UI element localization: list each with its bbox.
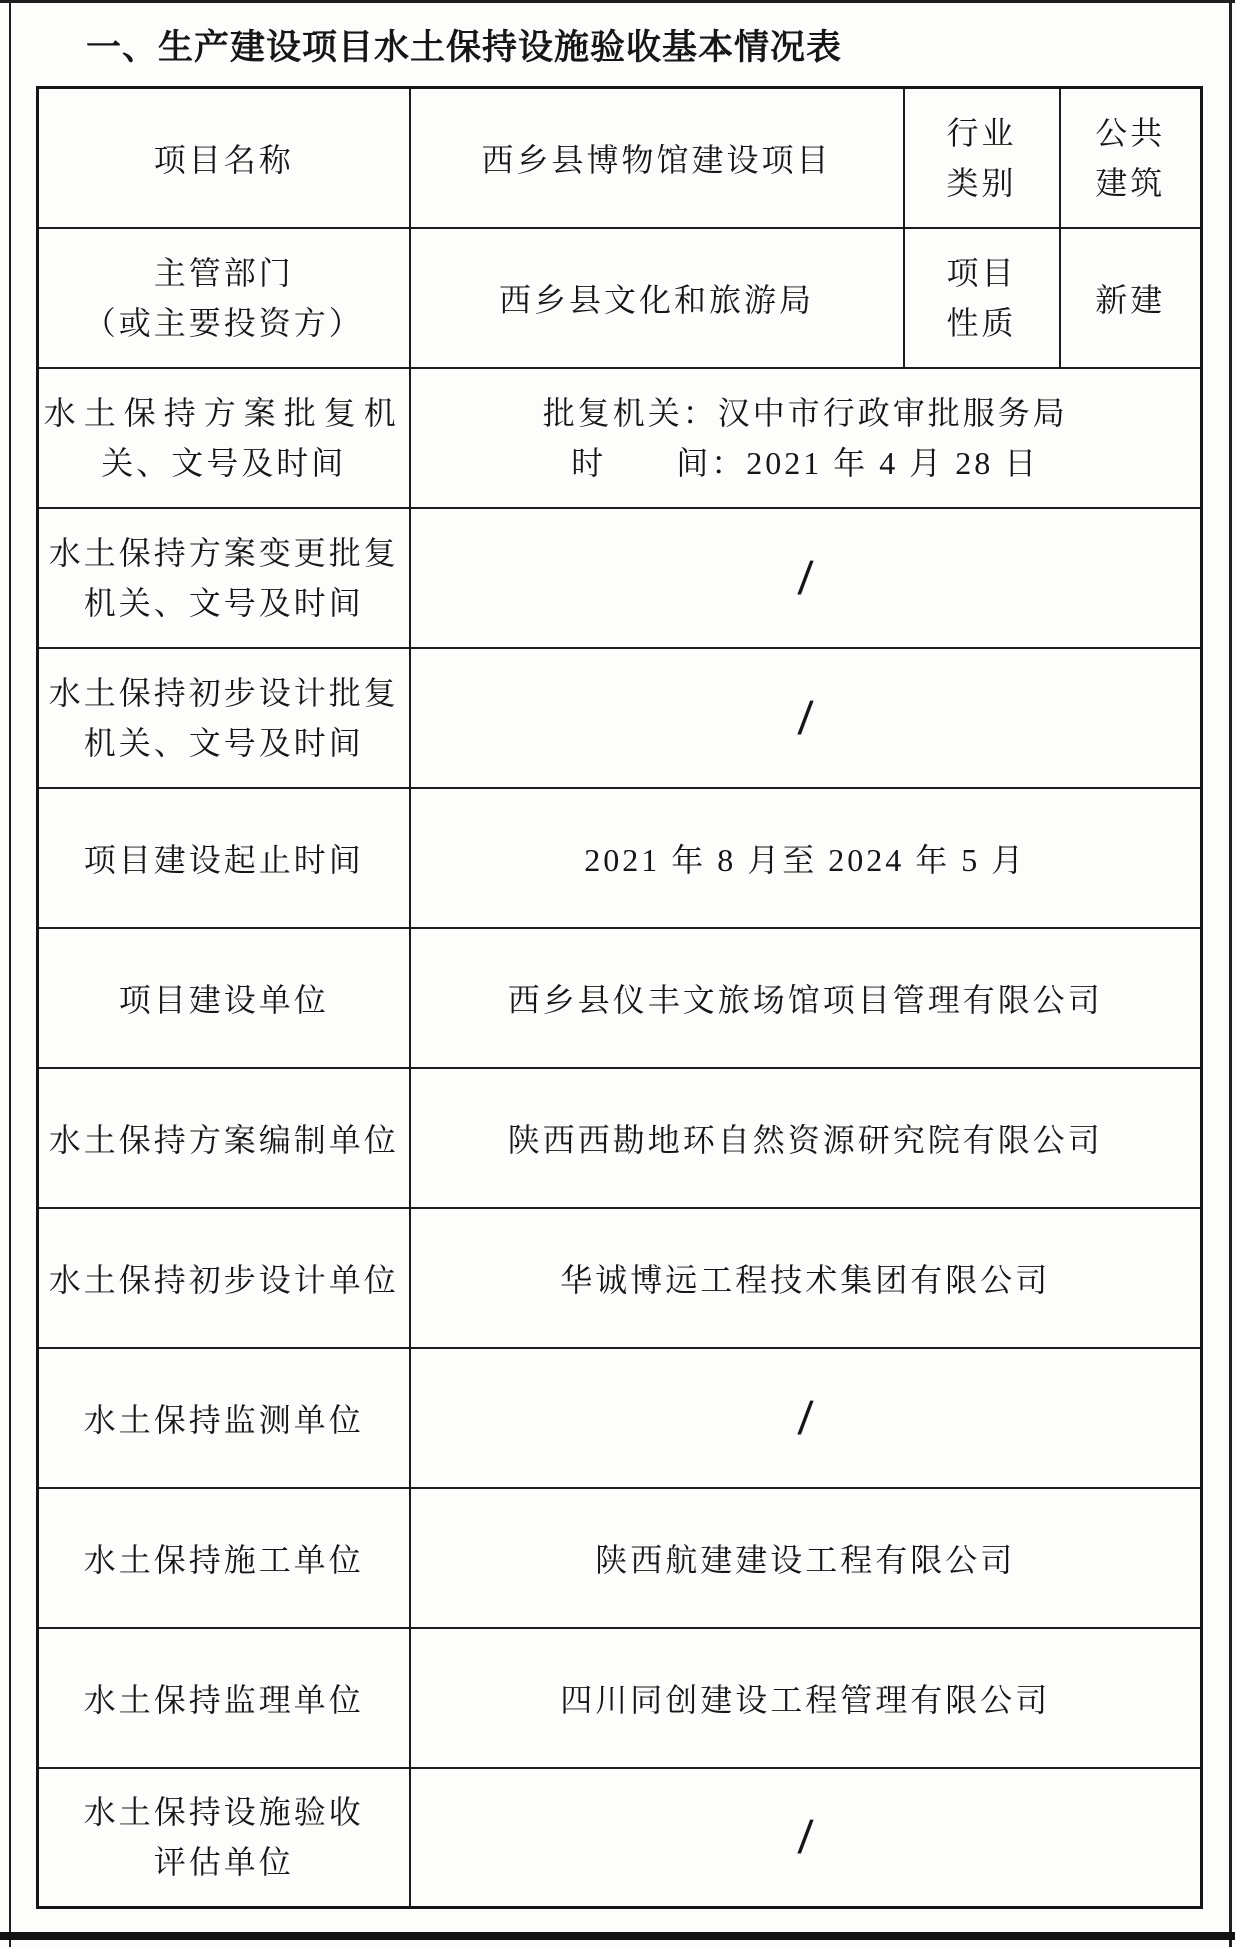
scan-frame-top xyxy=(0,0,1235,3)
label-line: 关、文号及时间 xyxy=(101,444,347,481)
row-label xyxy=(38,1768,410,1908)
row-label xyxy=(38,368,410,508)
table-row xyxy=(38,1488,1202,1628)
table-row xyxy=(38,1068,1202,1208)
table-row xyxy=(38,368,1202,508)
row-label xyxy=(38,788,410,928)
table-row xyxy=(38,1628,1202,1768)
attr-label-line: 类别 xyxy=(946,164,1017,201)
row-label xyxy=(38,648,410,788)
label-text: 项目建设起止时间 xyxy=(83,841,364,878)
value-text: / xyxy=(796,691,815,744)
table-row xyxy=(38,228,1202,368)
value-line: 时 间：2021 年 4 月 28 日 xyxy=(571,444,1040,481)
label-line: 评估单位 xyxy=(153,1844,294,1881)
row-value xyxy=(410,228,904,368)
row-value xyxy=(410,1488,1202,1628)
table-row xyxy=(38,648,1202,788)
table-row xyxy=(38,1208,1202,1348)
attr-value xyxy=(1060,88,1202,228)
value-text: 西乡县博物馆建设项目 xyxy=(481,141,832,178)
row-value xyxy=(410,928,1202,1068)
label-text: 项目名称 xyxy=(153,141,294,178)
label-text: 水土保持监测单位 xyxy=(83,1401,364,1438)
attr-label xyxy=(904,88,1060,228)
scan-frame-bottom xyxy=(0,1932,1235,1940)
row-value xyxy=(410,788,1202,928)
attr-label-line: 项目 xyxy=(946,254,1017,291)
row-label xyxy=(38,508,410,648)
row-value xyxy=(410,1348,1202,1488)
basic-info-table xyxy=(36,86,1203,1909)
label-line: 水土保持方案变更批复 xyxy=(48,534,399,571)
label-line: 机关、文号及时间 xyxy=(83,584,364,621)
row-label xyxy=(38,1628,410,1768)
label-text: 水土保持方案编制单位 xyxy=(48,1121,399,1158)
row-value xyxy=(410,648,1202,788)
table-row xyxy=(38,788,1202,928)
label-text: 水土保持施工单位 xyxy=(83,1541,364,1578)
scan-frame-left xyxy=(9,0,11,1947)
row-value xyxy=(410,1208,1202,1348)
label-text: 项目建设单位 xyxy=(118,981,329,1018)
row-label xyxy=(38,1488,410,1628)
table-row xyxy=(38,88,1202,228)
value-text: / xyxy=(796,1811,815,1864)
value-text: / xyxy=(796,1391,815,1444)
scan-frame-right xyxy=(1229,0,1232,1947)
label-line: 水土保持初步设计批复 xyxy=(48,674,399,711)
attr-value-line: 公共 xyxy=(1095,114,1166,151)
row-value xyxy=(410,1628,1202,1768)
label-line: （或主要投资方） xyxy=(83,304,364,341)
attr-value-line: 建筑 xyxy=(1095,164,1166,201)
label-text: 水土保持初步设计单位 xyxy=(48,1261,399,1298)
value-text: 华诚博远工程技术集团有限公司 xyxy=(560,1261,1051,1298)
value-text: 2021 年 8 月至 2024 年 5 月 xyxy=(584,841,1027,878)
label-line: 机关、文号及时间 xyxy=(83,724,364,761)
row-value xyxy=(410,88,904,228)
attr-label-line: 行业 xyxy=(946,114,1017,151)
row-label xyxy=(38,88,410,228)
row-value xyxy=(410,368,1202,508)
row-value xyxy=(410,1768,1202,1908)
label-text: 水土保持监理单位 xyxy=(83,1681,364,1718)
value-text: 陕西西勘地环自然资源研究院有限公司 xyxy=(507,1121,1103,1158)
label-line: 水土保持方案批复机 xyxy=(43,394,404,431)
attr-label-line: 性质 xyxy=(946,304,1017,341)
row-label xyxy=(38,1068,410,1208)
value-text: 四川同创建设工程管理有限公司 xyxy=(560,1681,1051,1718)
attr-value xyxy=(1060,228,1202,368)
table-row xyxy=(38,1348,1202,1488)
document-title: 一、生产建设项目水土保持设施验收基本情况表 xyxy=(86,28,843,67)
row-label xyxy=(38,1348,410,1488)
row-label xyxy=(38,1208,410,1348)
row-label xyxy=(38,928,410,1068)
value-text: / xyxy=(796,551,815,604)
row-value xyxy=(410,508,1202,648)
table-row xyxy=(38,508,1202,648)
label-line: 水土保持设施验收 xyxy=(83,1794,364,1831)
attr-label xyxy=(904,228,1060,368)
label-line: 主管部门 xyxy=(153,254,294,291)
table-row xyxy=(38,1768,1202,1908)
value-text: 西乡县仪丰文旅场馆项目管理有限公司 xyxy=(507,981,1103,1018)
table-row xyxy=(38,928,1202,1068)
attr-value-text: 新建 xyxy=(1095,281,1166,318)
value-text: 西乡县文化和旅游局 xyxy=(498,281,814,318)
value-text: 陕西航建建设工程有限公司 xyxy=(595,1541,1016,1578)
row-label xyxy=(38,228,410,368)
value-line: 批复机关：汉中市行政审批服务局 xyxy=(542,394,1068,431)
row-value xyxy=(410,1068,1202,1208)
